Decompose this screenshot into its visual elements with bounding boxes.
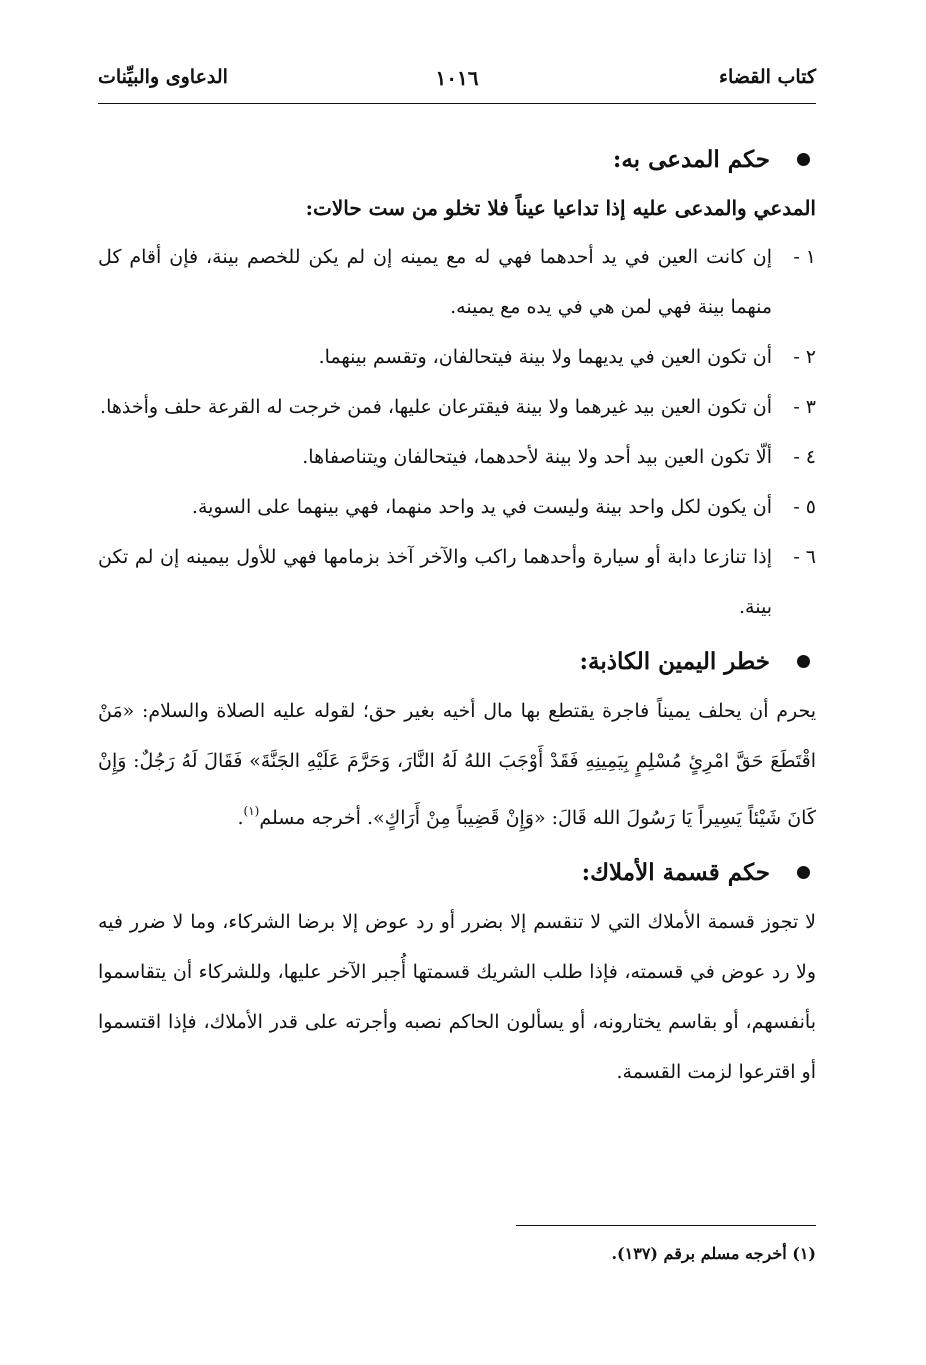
list-item-text: أن يكون لكل واحد بينة وليست في يد واحد منهما، فهي بينهما على السوية. bbox=[191, 496, 772, 518]
paragraph-text: يحرم أن يحلف يميناً فاجرة يقتطع بها مال أخيه بغير حق؛ لقوله عليه الصلاة والسلام: «مَنْ اقْتَطَعَ حَقَّ امْرِئٍ مُسْلِمٍ بِيَمِينِهِ فَقَدْ أَوْجَبَ اللهُ لَهُ النَّارَ، وَحَرَّمَ عَلَيْهِ الجَنَّةَ» فَقَالَ لَهُ رَجُلٌ: وَإِنْ كَانَ شَيْئاً يَسِيراً يَا رَسُولَ الله قَالَ: «وَإِنْ قَضِيباً مِنْ أَرَاكٍ». أخرجه مسلم bbox=[98, 700, 816, 829]
chapter-title: الدعاوى والبيِّنات bbox=[98, 66, 228, 88]
list-item bbox=[98, 532, 816, 632]
footnote-reference[interactable]: (١) bbox=[243, 804, 260, 818]
property-division-paragraph: لا تجوز قسمة الأملاك التي لا تنقسم إلا بضرر أو رد عوض إلا برضا الشركاء، وما لا ضرر فيه ولا رد عوض في قسمته، فإذا طلب الشريك قسمتها أُجبر الآخر عليها، وللشركاء أن يتقاسموا بأنفسهم، أو بقاسم يختارونه، أو يسألون الحاكم نصبه وأجرته على قدر الأملاك، فإذا اقتسموا أو اقترعوا لزمت القسمة. bbox=[98, 911, 816, 1083]
list-item-number: ٢ - bbox=[793, 346, 816, 368]
false-oath-paragraph bbox=[98, 686, 816, 843]
list-item-text: إذا تنازعا دابة أو سيارة وأحدهما راكب والآخر آخذ بزمامها فهي للأول بيمينه إن لم تكن بينة. bbox=[98, 546, 772, 618]
list-item-number: ٤ - bbox=[793, 446, 816, 468]
footnote-rule bbox=[516, 1225, 816, 1226]
list-item bbox=[98, 332, 816, 382]
book-title: كتاب القضاء bbox=[719, 66, 816, 88]
list-item-text: إن كانت العين في يد أحدهما فهي له مع يمينه إن لم يكن للخصم بينة، فإن أقام كل منهما بينة فهي لمن هي في يده مع يمينه. bbox=[98, 246, 772, 318]
section-heading-property-division bbox=[98, 849, 816, 897]
list-item-number: ٥ - bbox=[793, 496, 816, 518]
list-item-number: ٦ - bbox=[793, 546, 816, 568]
section-intro: المدعي والمدعى عليه إذا تداعيا عيناً فلا تخلو من ست حالات: bbox=[305, 196, 816, 220]
page-body bbox=[98, 136, 816, 1097]
section-heading-text: حكم المدعى به: bbox=[612, 146, 770, 173]
list-item bbox=[98, 432, 816, 482]
section-heading-claimed-property bbox=[98, 136, 816, 184]
section-heading-false-oath bbox=[98, 638, 816, 686]
footnote: (١) أخرجه مسلم برقم (١٣٧). bbox=[611, 1244, 816, 1263]
list-item-text: أن تكون العين بيد غيرهما ولا بينة فيقترعان عليها، فمن خرجت له القرعة حلف وأخذها. bbox=[100, 396, 772, 418]
section-heading-text: حكم قسمة الأملاك: bbox=[581, 859, 770, 886]
list-item-text: أن تكون العين في يديهما ولا بينة فيتحالفان، وتقسم بينهما. bbox=[318, 346, 772, 368]
list-item bbox=[98, 482, 816, 532]
list-item-text: ألّا تكون العين بيد أحد ولا بينة لأحدهما، فيتحالفان ويتناصفاها. bbox=[302, 446, 772, 468]
list-item bbox=[98, 232, 816, 332]
header-rule bbox=[98, 103, 816, 104]
section-heading-text: خطر اليمين الكاذبة: bbox=[579, 648, 770, 675]
list-item-number: ٣ - bbox=[793, 396, 816, 418]
bullet-icon bbox=[797, 655, 810, 668]
bullet-icon bbox=[797, 153, 810, 166]
bullet-icon bbox=[797, 866, 810, 879]
running-header bbox=[98, 62, 816, 98]
page-number: ١٠١٦ bbox=[435, 66, 479, 90]
list-item bbox=[98, 382, 816, 432]
paragraph-end: . bbox=[237, 807, 244, 829]
list-item-number: ١ - bbox=[793, 246, 816, 268]
